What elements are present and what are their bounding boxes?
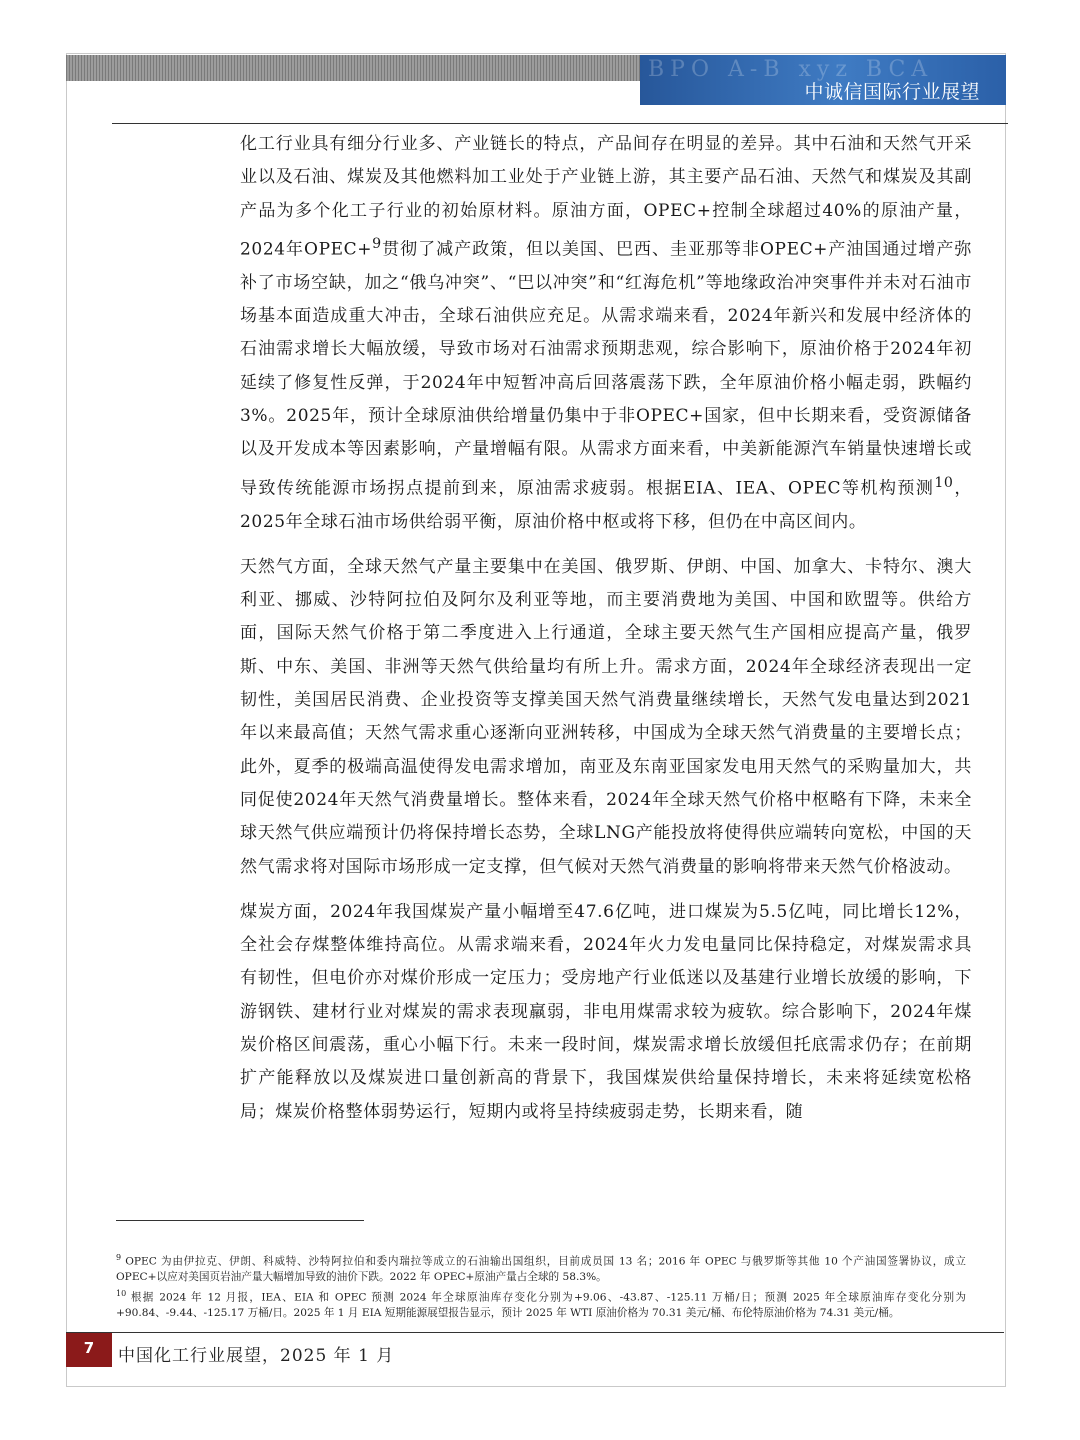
footnote-number: 10 — [116, 1288, 127, 1298]
header-banner — [640, 55, 1006, 105]
footnote — [116, 1250, 966, 1286]
footnote-ref: 9 — [372, 235, 382, 252]
banner-title: 中诚信国际行业展望 — [804, 81, 980, 103]
paragraph-gas: 天然气方面，全球天然气产量主要集中在美国、俄罗斯、伊朗、中国、加拿大、卡特尔、澳大利亚、挪威、沙特阿拉伯及阿尔及利亚等地，而主要消费地为美国、中国和欧盟等。供给方面，国际天然气价格于第二季度进入上行通道，全球主要天然气生产国相应提高产量，俄罗斯、中东、美国、非洲等天然气供给量均有所上升。需求方面，2024年全球经济表现出一定韧性，美国居民消费、企业投资等支撑美国天然气消费量继续增长，天然气发电量达到2021年以来最高值；天然气需求重心逐渐向亚洲转移，中国成为全球天然气消费量的主要增长点；此外，夏季的极端高温使得发电需求增加，南亚及东南亚国家发电用天然气的采购量加大，共同促使2024年天然气消费量增长。整体来看，2024年全球天然气价格中枢略有下降，未来全球天然气供应端预计仍将保持增长态势，全球LNG产能投放将使得供应端转向宽松，中国的天然气需求将对国际市场形成一定支撑，但气候对天然气消费量的影响将带来天然气价格波动。 — [240, 556, 972, 877]
paragraph-text: 贯彻了减产政策，但以美国、巴西、圭亚那等非OPEC+产油国通过增产弥补了市场空缺，加之“俄乌冲突”、“巴以冲突”和“红海危机”等地缘政治冲突事件并未对石油市场基本面造成重大冲击，全球石油供应充足。从需求端来看，2024年新兴和发展中经济体的石油需求增长大幅放缓，导致市场对石油需求预期悲观，综合影响下，原油价格于2024年初延续了修复性反弹，于2024年中短暂冲高后回落震荡下跌，全年原油价格小幅走弱，跌幅约3%。2025年，预计全球原油供给增量仍集中于非OPEC+国家，但中长期来看，受资源储备以及开发成本等因素影响，产量增幅有限。从需求方面来看，中美新能源汽车销量快速增长或导致传统能源市场拐点提前到来，原油需求疲弱。根据EIA、IEA、OPEC等机构预测 — [240, 239, 972, 499]
footer-rule — [66, 1332, 1004, 1333]
main-content — [240, 128, 972, 1141]
footer-title: 中国化工行业展望，2025 年 1 月 — [118, 1346, 395, 1366]
paragraph-text: ，2025年全球石油市场供给弱平衡，原油价格中枢或将下移，但仍在中高区间内。 — [240, 478, 972, 532]
footnotes — [116, 1250, 966, 1321]
footnote — [116, 1286, 966, 1322]
footnote-text: 根据 2024 年 12 月报，IEA、EIA 和 OPEC 预测 2024 年全球原油库存变化分别为+9.06、-43.87、-125.11 万桶/日；预测 2025 年全球原油库存变化分别为+90.84、-9.44、-125.17 万桶/日。2025 年 1 月 EIA 短期能源展望报告显示，预计 2025 年 WTI 原油价格为 70.31 美元/桶、布伦特原油价格为 74.31 美元/桶。 — [116, 1291, 966, 1319]
footnote-text: OPEC 为由伊拉克、伊朗、科威特、沙特阿拉伯和委内瑞拉等成立的石油输出国组织，目前成员国 13 名；2016 年 OPEC 与俄罗斯等其他 10 个产油国签署协议，成立 OPEC+以应对美国页岩油产量大幅增加导致的油价下跌。2022 年 OPEC+原油产量占全球的 58.3%。 — [116, 1255, 966, 1284]
banner-decoration: BPO A-B xyz BCA — [648, 57, 934, 82]
footnote-rule — [116, 1220, 364, 1221]
paragraph-oil — [240, 128, 972, 539]
paragraph-coal: 煤炭方面，2024年我国煤炭产量小幅增至47.6亿吨，进口煤炭为5.5亿吨，同比增长12%，全社会存煤整体维持高位。从需求端来看，2024年火力发电量同比保持稳定，对煤炭需求具有韧性，但电价亦对煤价形成一定压力；受房地产行业低迷以及基建行业增长放缓的影响，下游钢铁、建材行业对煤炭的需求表现羸弱，非电用煤需求较为疲软。综合影响下，2024年煤炭价格区间震荡，重心小幅下行。未来一段时间，煤炭需求增长放缓但托底需求仍存；在前期扩产能释放以及煤炭进口量创新高的背景下，我国煤炭供给量保持增长，未来将延续宽松格局；煤炭价格整体弱势运行，短期内或将呈持续疲弱走势，长期来看，随 — [240, 901, 972, 1122]
header-rule — [112, 123, 1008, 124]
paragraph-text: 化工行业具有细分行业多、产业链长的特点，产品间存在明显的差异。其中石油和天然气开采业以及石油、煤炭及其他燃料加工业处于产业链上游，其主要产品石油、天然气和煤炭及其副产品为多个化工子行业的初始原材料。原油方面，OPEC+控制全球超过40%的原油产量，2024年OPEC+ — [240, 134, 972, 260]
header-stripes — [66, 55, 640, 81]
footnote-number: 9 — [116, 1253, 122, 1262]
page-number-badge: 7 — [66, 1333, 112, 1367]
header — [66, 55, 1006, 105]
footnote-ref: 10 — [934, 474, 954, 491]
